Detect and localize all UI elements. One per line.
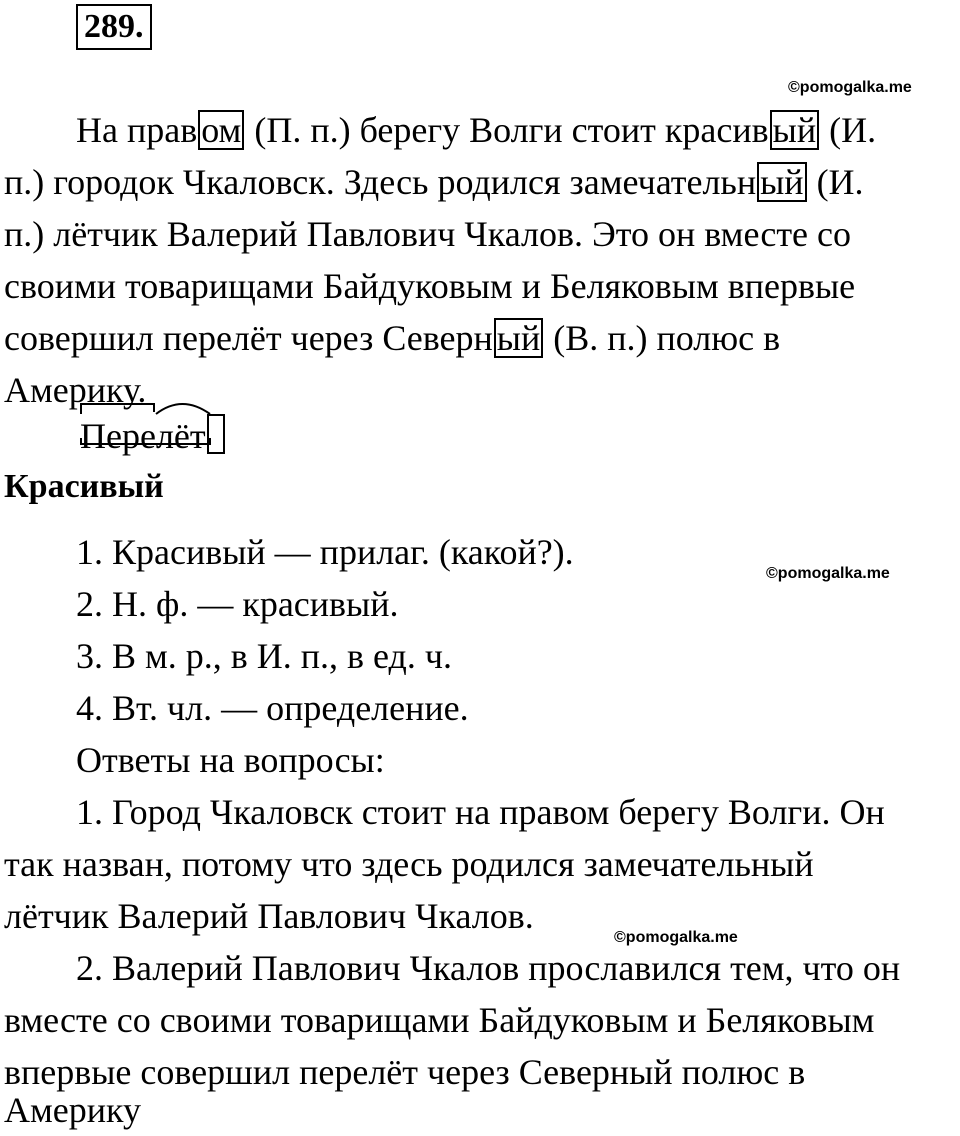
morpheme-word: Перелёт <box>80 410 206 462</box>
ending-box: ый <box>770 110 819 150</box>
text-line: совершил перелёт через Северн ый (В. п.) полюс в <box>4 318 781 358</box>
watermark: ©pomogalka.me <box>766 565 890 582</box>
analysis-item: 4. Вт. чл. — определение. <box>76 688 469 728</box>
answer-line: впервые совершил перелёт через Северный полюс в <box>4 1052 806 1092</box>
answer-line: 1. Город Чкаловск стоит на правом берегу Волги. Он <box>76 792 885 832</box>
answer-line: 2. Валерий Павлович Чкалов прославился тем, что он <box>76 948 901 988</box>
analysis-heading: Красивый <box>4 468 164 505</box>
ending-box: ый <box>757 162 806 202</box>
task-number: 289. <box>76 4 152 50</box>
text-line: Америку. <box>4 370 147 410</box>
ending-box: ый <box>494 318 543 358</box>
analysis-item: 3. В м. р., в И. п., в ед. ч. <box>76 636 452 676</box>
answer-line: так назван, потому что здесь родился замечательный <box>4 844 814 884</box>
watermark: ©pomogalka.me <box>788 79 912 96</box>
answer-line: лётчик Валерий Павлович Чкалов. <box>4 896 534 936</box>
answers-heading: Ответы на вопросы: <box>76 740 385 780</box>
answer-line: вместе со своими товарищами Байдуковым и Беляковым <box>4 1000 875 1040</box>
text-line: На прав ом (П. п.) берегу Волги стоит красив ый (И. <box>76 110 877 150</box>
analysis-item: 2. Н. ф. — красивый. <box>76 584 399 624</box>
text-line: п.) лётчик Валерий Павлович Чкалов. Это он вместе со <box>4 214 852 254</box>
morpheme-analysis <box>80 410 225 462</box>
text-line: своими товарищами Байдуковым и Беляковым впервые <box>4 266 856 306</box>
analysis-item: 1. Красивый — прилаг. (какой?). <box>76 532 574 572</box>
ending-box: ом <box>198 110 244 150</box>
watermark: ©pomogalka.me <box>614 929 738 946</box>
text-line: п.) городок Чкаловск. Здесь родился замечательн ый (И. <box>4 162 864 202</box>
answer-line: Америку <box>4 1090 142 1130</box>
morpheme-marks <box>80 400 240 448</box>
